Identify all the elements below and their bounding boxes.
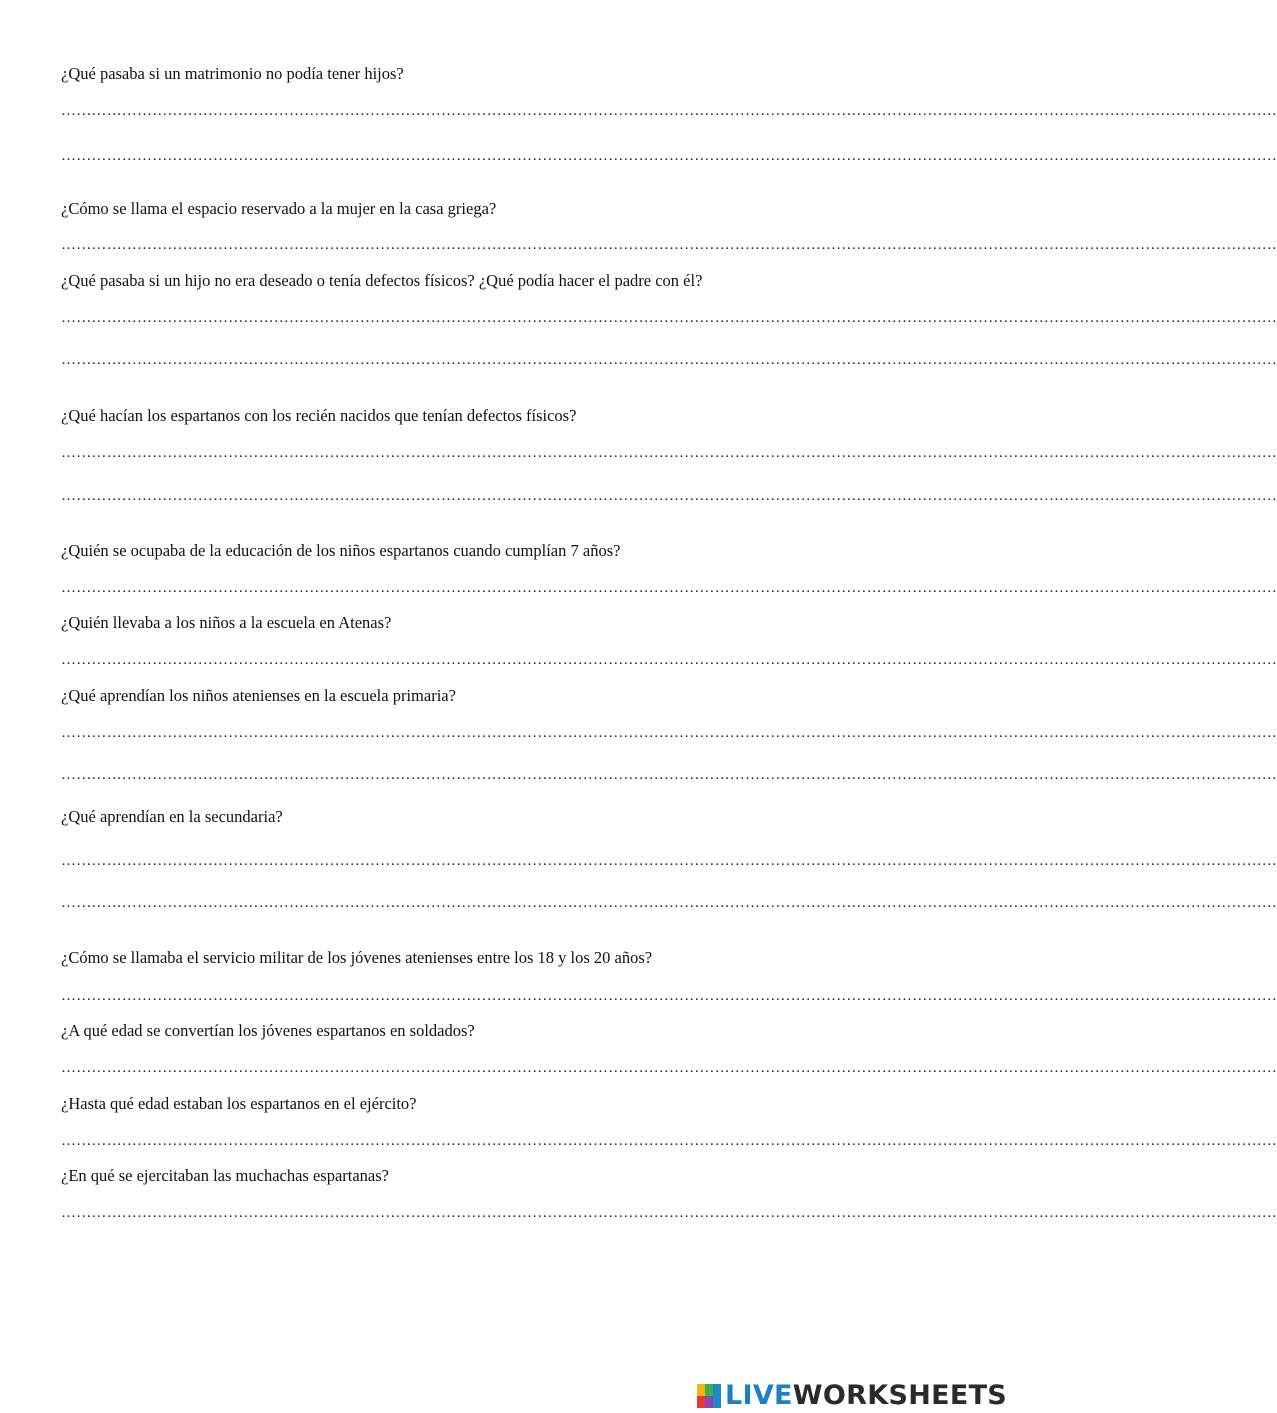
brand-icon-block: [705, 1396, 713, 1408]
brand-prefix: LIVE: [725, 1380, 793, 1411]
answer-line-2-1[interactable]: ……………………………………………………………………………………………………………………………………………………………………………………………………………………: [61, 237, 1277, 253]
answer-line-1-1[interactable]: ……………………………………………………………………………………………………………………………………………………………………………………………………………………: [61, 103, 1277, 119]
answer-line-8-2[interactable]: ……………………………………………………………………………………………………………………………………………………………………………………………………………………: [61, 895, 1277, 911]
question-3: ¿Qué pasaba si un hijo no era deseado o tenía defectos físicos? ¿Qué podía hacer el padre con él?: [61, 271, 703, 290]
question-11: ¿Hasta qué edad estaban los espartanos en el ejército?: [61, 1094, 417, 1113]
answer-line-10-1[interactable]: ……………………………………………………………………………………………………………………………………………………………………………………………………………………: [61, 1060, 1277, 1076]
brand-icon-block: [697, 1384, 705, 1396]
liveworksheets-icon: [697, 1384, 721, 1408]
answer-line-3-2[interactable]: ……………………………………………………………………………………………………………………………………………………………………………………………………………………: [61, 352, 1277, 368]
brand-icon-block: [713, 1396, 721, 1408]
answer-line-11-1[interactable]: ……………………………………………………………………………………………………………………………………………………………………………………………………………………: [61, 1133, 1277, 1149]
liveworksheets-logo: [697, 1381, 1007, 1411]
answer-line-7-2[interactable]: ……………………………………………………………………………………………………………………………………………………………………………………………………………………: [61, 767, 1277, 783]
question-9: ¿Cómo se llamaba el servicio militar de los jóvenes atenienses entre los 18 y los 20 años?: [61, 948, 653, 967]
brand-icon-block: [697, 1396, 705, 1408]
answer-line-4-2[interactable]: ……………………………………………………………………………………………………………………………………………………………………………………………………………………: [61, 488, 1277, 504]
question-10: ¿A qué edad se convertían los jóvenes espartanos en soldados?: [61, 1021, 475, 1040]
answer-line-12-1[interactable]: ……………………………………………………………………………………………………………………………………………………………………………………………………………………: [61, 1205, 1277, 1221]
answer-line-1-2[interactable]: ……………………………………………………………………………………………………………………………………………………………………………………………………………………: [61, 148, 1277, 164]
answer-line-8-1[interactable]: ……………………………………………………………………………………………………………………………………………………………………………………………………………………: [61, 853, 1277, 869]
answer-line-5-1[interactable]: ……………………………………………………………………………………………………………………………………………………………………………………………………………………: [61, 580, 1277, 596]
question-6: ¿Quién llevaba a los niños a la escuela en Atenas?: [61, 613, 392, 632]
question-2: ¿Cómo se llama el espacio reservado a la mujer en la casa griega?: [61, 199, 497, 218]
brand-suffix: WORKSHEETS: [792, 1380, 1008, 1411]
answer-line-6-1[interactable]: ……………………………………………………………………………………………………………………………………………………………………………………………………………………: [61, 652, 1277, 668]
question-5: ¿Quién se ocupaba de la educación de los niños espartanos cuando cumplían 7 años?: [61, 541, 621, 560]
answer-line-9-1[interactable]: ……………………………………………………………………………………………………………………………………………………………………………………………………………………: [61, 988, 1277, 1004]
question-4: ¿Qué hacían los espartanos con los recién nacidos que tenían defectos físicos?: [61, 406, 577, 425]
question-7: ¿Qué aprendían los niños atenienses en la escuela primaria?: [61, 686, 456, 705]
answer-line-4-1[interactable]: ……………………………………………………………………………………………………………………………………………………………………………………………………………………: [61, 445, 1277, 461]
answer-line-7-1[interactable]: ……………………………………………………………………………………………………………………………………………………………………………………………………………………: [61, 725, 1277, 741]
question-8: ¿Qué aprendían en la secundaria?: [61, 807, 283, 826]
liveworksheets-wordmark: [725, 1381, 1007, 1411]
answer-line-3-1[interactable]: ……………………………………………………………………………………………………………………………………………………………………………………………………………………: [61, 310, 1277, 326]
question-12: ¿En qué se ejercitaban las muchachas espartanas?: [61, 1166, 390, 1185]
question-1: ¿Qué pasaba si un matrimonio no podía tener hijos?: [61, 64, 404, 83]
brand-icon-block: [705, 1384, 713, 1396]
brand-icon-block: [713, 1384, 721, 1396]
